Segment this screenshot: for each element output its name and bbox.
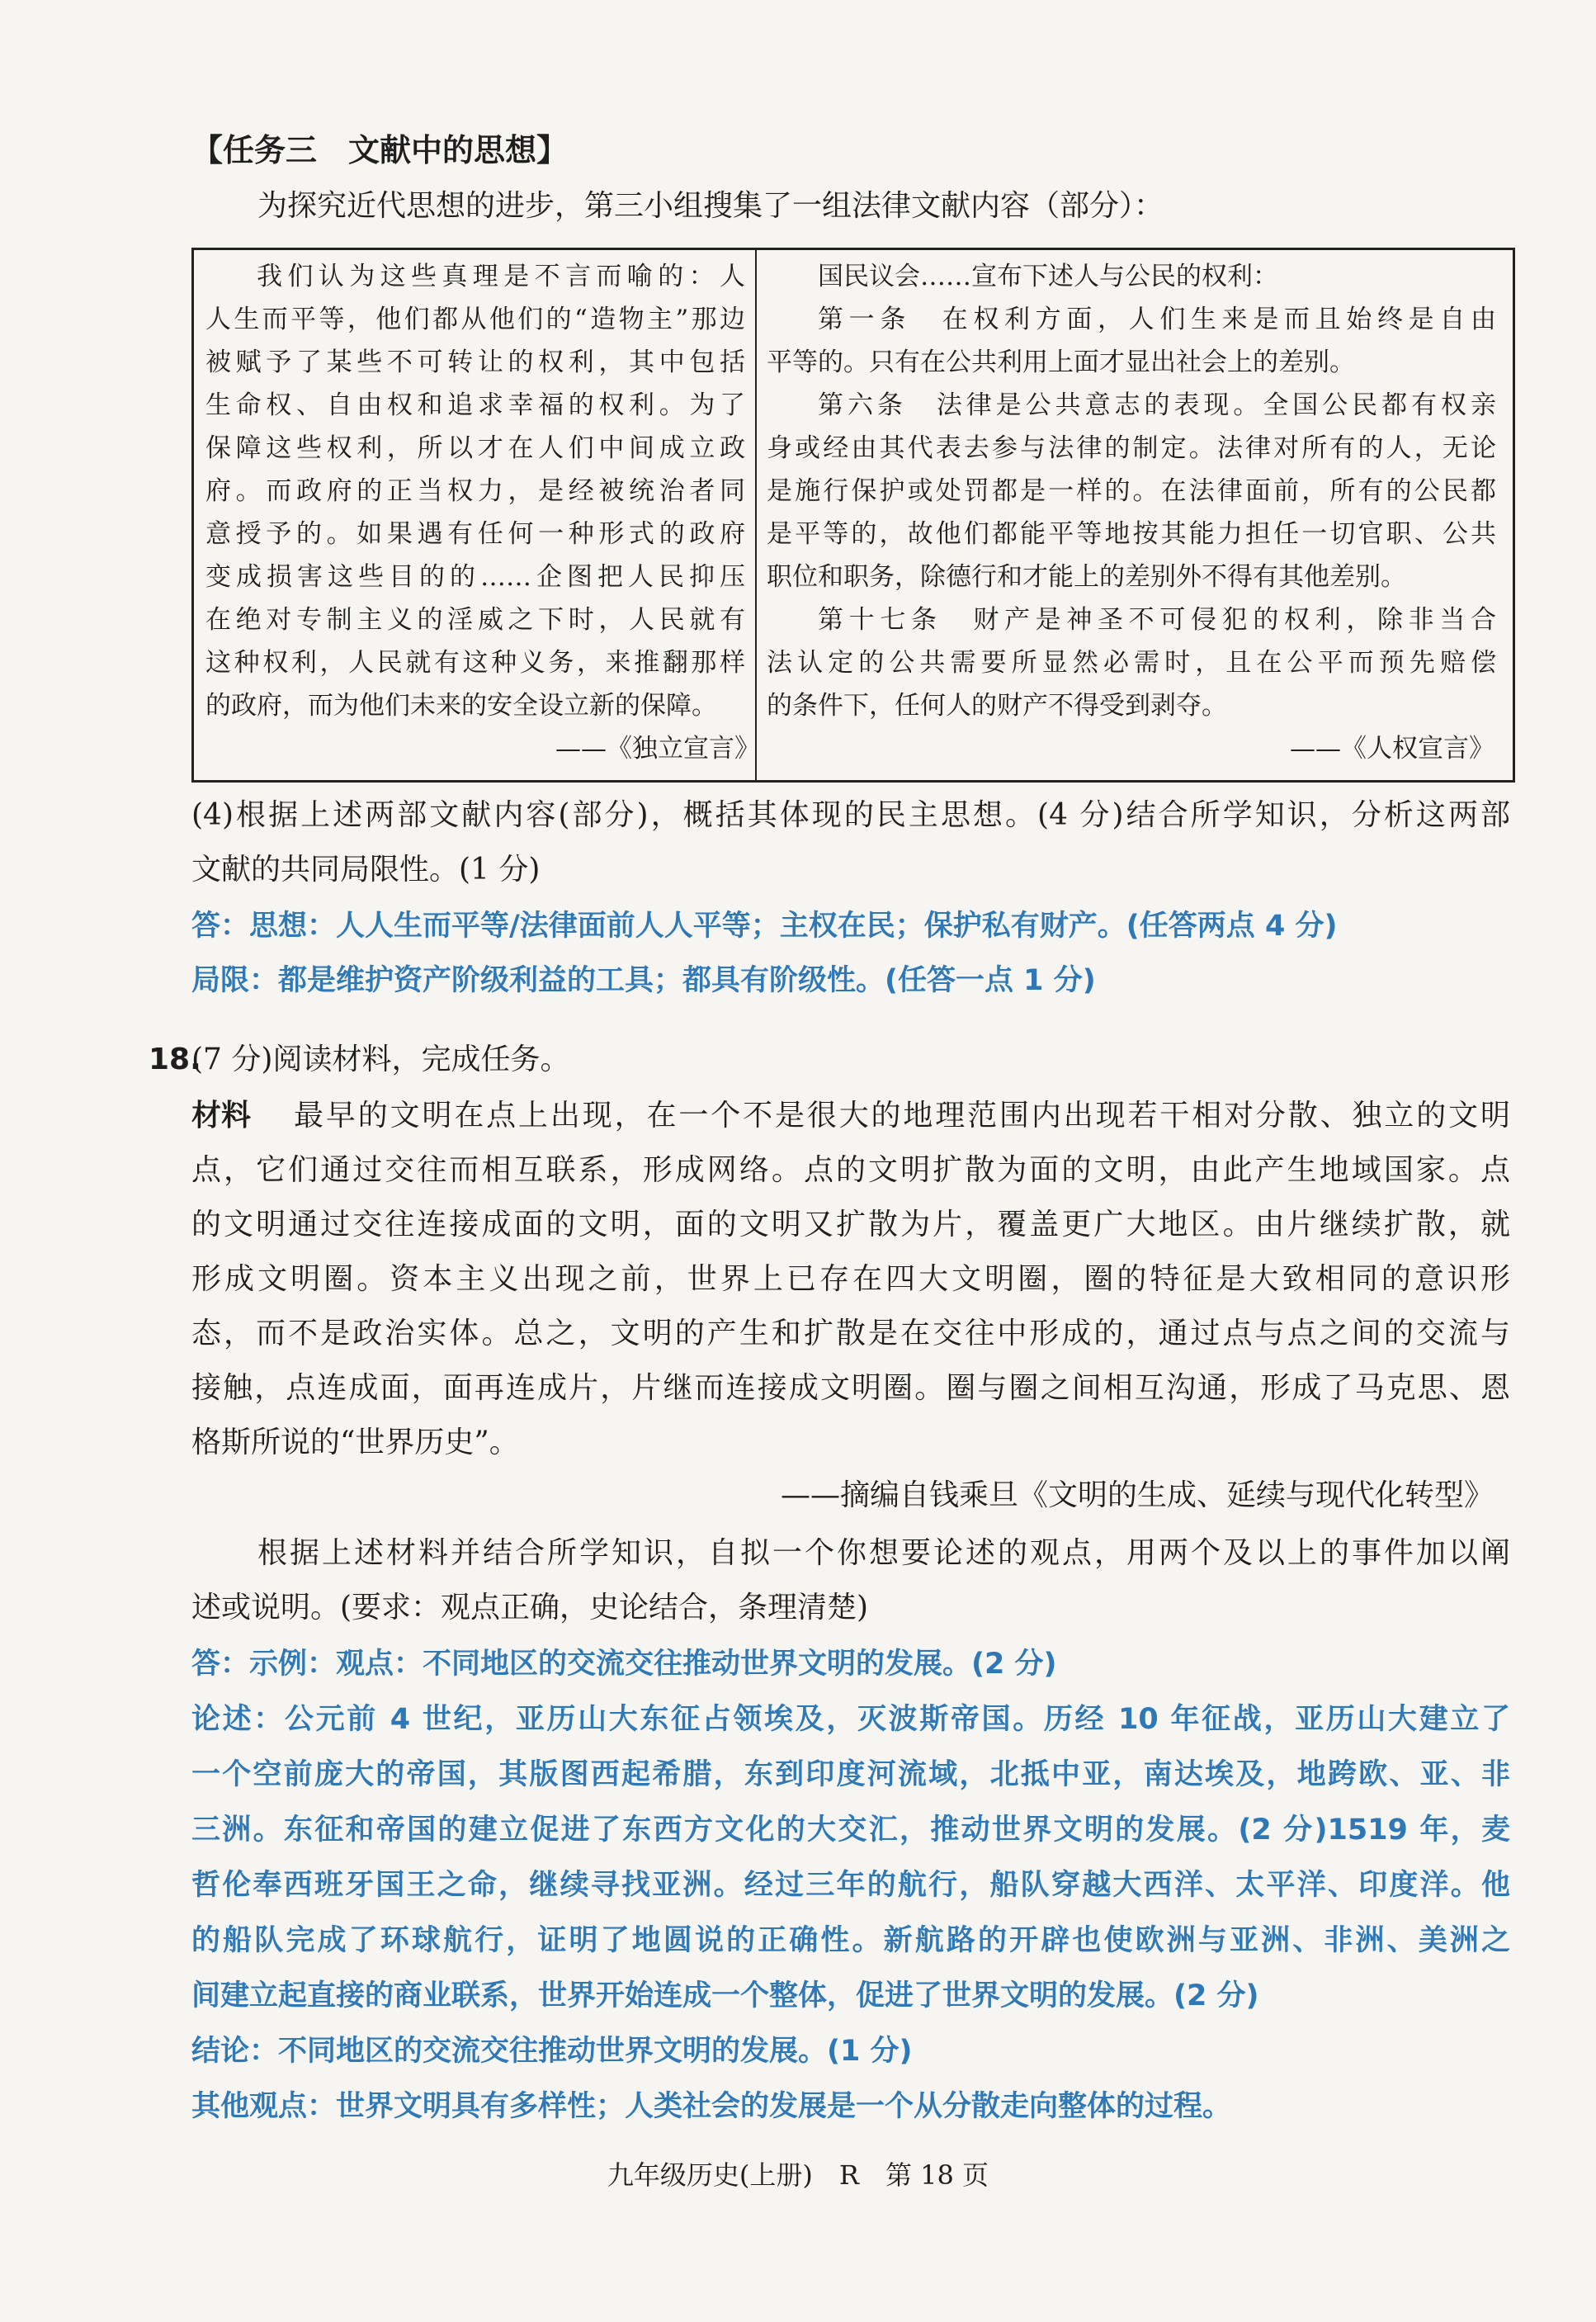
rights-text-line: 第一条 在权利方面，人们生来是而且始终是自由 xyxy=(818,305,1496,334)
answer-line: 三洲。东征和帝国的建立促进了东西方文化的大交汇，推动世界文明的发展。(2 分)1519 年，麦 xyxy=(191,1814,1510,1847)
q4-answer-2: 局限：都是维护资产阶级利益的工具；都具有阶级性。(任答一点 1 分) xyxy=(191,964,1096,997)
rights-text-line: 平等的。只有在公共利用上面才显出社会上的差别。 xyxy=(767,348,1355,377)
rights-text-line: 身或经由其代表去参与法律的制定。法律对所有的人，无论 xyxy=(767,433,1496,463)
answer-line: 其他观点：世界文明具有多样性；人类社会的发展是一个从分散走向整体的过程。 xyxy=(191,2090,1232,2123)
q4-answer-1: 答：思想：人人生而平等/法律面前人人平等；主权在民；保护私有财产。(任答两点 4 分) xyxy=(191,910,1338,943)
rights-text-line: 是施行保护或处罚都是一样的。在法律面前，所有的公民都 xyxy=(767,476,1496,506)
task-line-1: 根据上述材料并结合所学知识，自拟一个你想要论述的观点，用两个及以上的事件加以阐 xyxy=(257,1536,1510,1570)
independence-text-line: 府。而政府的正当权力，是经被统治者同 xyxy=(205,476,745,506)
material-line: 态，而不是政治实体。总之，文明的产生和扩散是在交往中形成的，通过点与点之间的交流与 xyxy=(191,1317,1510,1350)
rights-text-line: 国民议会……宣布下述人与公民的权利： xyxy=(818,262,1278,291)
q4-line-1: (4)根据上述两部文献内容(部分)，概括其体现的民主思想。(4 分)结合所学知识，分析这两部 xyxy=(191,798,1510,832)
independence-text-line: 在绝对专制主义的淫威之下时，人民就有 xyxy=(205,605,745,635)
independence-text-line: 人生而平等，他们都从他们的“造物主”那边 xyxy=(205,305,745,334)
independence-text-line: 我们认为这些真理是不言而喻的：人 xyxy=(257,262,745,291)
answer-line: 哲伦奉西班牙国王之命，继续寻找亚洲。经过三年的航行，船队穿越大西洋、太平洋、印度洋。他 xyxy=(191,1869,1510,1902)
material-line: 格斯所说的“世界历史”。 xyxy=(191,1426,519,1459)
independence-text-line: 生命权、自由权和追求幸福的权利。为了 xyxy=(205,390,745,420)
q18-number: 18. xyxy=(149,1043,201,1076)
material-line: 最早的文明在点上出现，在一个不是很大的地理范围内出现若干相对分散、独立的文明 xyxy=(294,1099,1510,1133)
left-source: ——《独立宣言》 xyxy=(555,734,760,764)
rights-text-line: 法认定的公共需要所显然必需时，且在公平而预先赔偿 xyxy=(767,648,1496,678)
rights-text-line: 第六条 法律是公共意志的表现。全国公民都有权亲 xyxy=(818,390,1496,420)
task3-intro: 为探究近代思想的进步，第三小组搜集了一组法律文献内容（部分）： xyxy=(257,189,1164,223)
answer-line: 结论：不同地区的交流交往推动世界文明的发展。(1 分) xyxy=(191,2035,913,2068)
independence-text-line: 这种权利，人民就有这种义务，来推翻那样 xyxy=(205,648,745,678)
answer-line: 的船队完成了环球航行，证明了地圆说的正确性。新航路的开辟也使欧洲与亚洲、非洲、美洲之 xyxy=(191,1924,1510,1957)
material-line: 接触，点连成面，面再连成片，片继而连接成文明圈。圈与圈之间相互沟通，形成了马克思、恩 xyxy=(191,1371,1510,1405)
q4-line-2: 文献的共同局限性。(1 分) xyxy=(191,853,541,887)
document-box xyxy=(191,248,1515,783)
box-divider xyxy=(755,250,757,780)
page-footer: 九年级历史(上册) R 第 18 页 xyxy=(607,2159,989,2191)
material-source: ——摘编自钱乘旦《文明的生成、延续与现代化转型》 xyxy=(781,1478,1494,1512)
answer-line: 一个空前庞大的帝国，其版图西起希腊，东到印度河流域，北抵中亚，南达埃及，地跨欧、亚、非 xyxy=(191,1758,1510,1791)
independence-text-line: 被赋予了某些不可转让的权利，其中包括 xyxy=(205,348,745,377)
rights-text-line: 第十七条 财产是神圣不可侵犯的权利，除非当合 xyxy=(818,605,1496,635)
task3-heading: 【任务三 文献中的思想】 xyxy=(191,132,569,168)
independence-text-line: 意授予的。如果遇有任何一种形式的政府 xyxy=(205,519,745,549)
material-line: 点，它们通过交往而相互联系，形成网络。点的文明扩散为面的文明，由此产生地域国家。点 xyxy=(191,1153,1510,1187)
rights-text-line: 的条件下，任何人的财产不得受到剥夺。 xyxy=(767,691,1227,721)
q18-stem: (7 分)阅读材料，完成任务。 xyxy=(191,1043,570,1076)
independence-text-line: 变成损害这些目的的……企图把人民抑压 xyxy=(205,562,745,592)
rights-text-line: 是平等的，故他们都能平等地按其能力担任一切官职、公共 xyxy=(767,519,1496,549)
independence-text-line: 保障这些权利，所以才在人们中间成立政 xyxy=(205,433,745,463)
material-label: 材料 xyxy=(191,1099,252,1133)
task-line-2: 述或说明。(要求：观点正确，史论结合，条理清楚) xyxy=(191,1591,869,1624)
answer-line: 论述：公元前 4 世纪，亚历山大东征占领埃及，灭波斯帝国。历经 10 年征战，亚历山大建立了 xyxy=(191,1703,1510,1736)
material-line: 形成文明圈。资本主义出现之前，世界上已存在四大文明圈，圈的特征是大致相同的意识形 xyxy=(191,1262,1510,1296)
right-source: ——《人权宣言》 xyxy=(1290,734,1494,764)
answer-line: 答：示例：观点：不同地区的交流交往推动世界文明的发展。(2 分) xyxy=(191,1648,1057,1681)
material-line: 的文明通过交往连接成面的文明，面的文明又扩散为片，覆盖更广大地区。由片继续扩散，就 xyxy=(191,1208,1510,1241)
rights-text-line: 职位和职务，除德行和才能上的差别外不得有其他差别。 xyxy=(767,562,1406,592)
independence-text-line: 的政府，而为他们未来的安全设立新的保障。 xyxy=(205,691,717,721)
answer-line: 间建立起直接的商业联系，世界开始连成一个整体，促进了世界文明的发展。(2 分) xyxy=(191,1979,1259,2012)
